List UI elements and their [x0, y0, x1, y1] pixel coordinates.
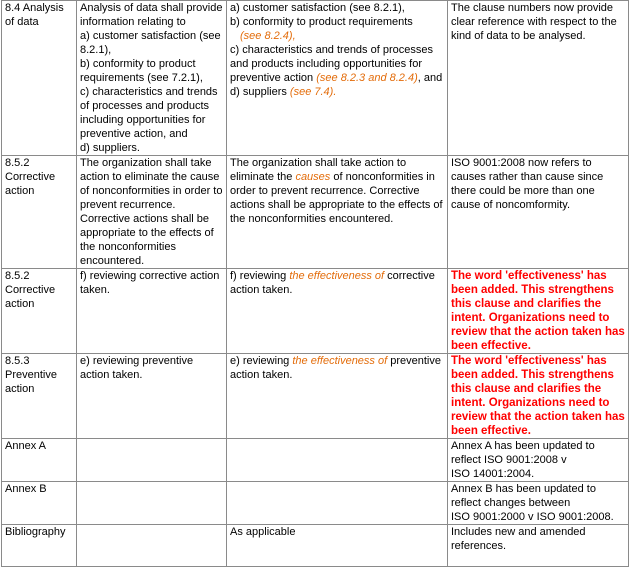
iso2008-text-cell: The organization shall take action to eliminate the causes of nonconformities in order to prevent recurrence. Corrective actions shall be appropriate to the effects of the nonconformities encountered. — [227, 156, 448, 269]
iso2008-text-cell — [227, 439, 448, 482]
iso2008-text-cell: a) customer satisfaction (see 8.2.1), b) conformity to product requirements (see 8.2.4), c) characteristics and trends of processes and products including opportunities for preventive action (see 8.2.3 and 8.2.4), and d) suppliers (see 7.4). — [227, 1, 448, 156]
reference-highlight: (see 7.4). — [289, 86, 337, 98]
change-highlight: the effectiveness of — [292, 355, 388, 367]
iso2000-text-cell: e) reviewing preventive action taken. — [77, 354, 227, 439]
comparison-table — [1, 0, 629, 567]
iso2008-text-cell — [227, 482, 448, 525]
iso2000-text-cell: f) reviewing corrective action taken. — [77, 269, 227, 354]
comment-cell: Includes new and amended references. — [448, 525, 629, 567]
iso2000-text-cell — [77, 482, 227, 525]
iso2000-text-cell — [77, 525, 227, 567]
iso2008-text-cell: f) reviewing the effectiveness of corrective action taken. — [227, 269, 448, 354]
iso2000-text-cell: Analysis of data shall provide information relating to a) customer satisfaction (see 8.2.1), b) conformity to product requirements (see 7.2.1), c) characteristics and trends of processes and products including opportunities for preventive action, and d) suppliers. — [77, 1, 227, 156]
table-row — [2, 156, 629, 269]
table-row — [2, 269, 629, 354]
comment-cell: The word 'effectiveness' has been added. This strengthens this clause and clarifies the intent. Organizations need to review that the action taken has been effective. — [448, 269, 629, 354]
clause-cell: Annex A — [2, 439, 77, 482]
change-highlight: the effectiveness of — [289, 270, 385, 282]
reference-highlight: (see 8.2.4), — [240, 30, 296, 42]
clause-cell: Bibliography — [2, 525, 77, 567]
comment-cell: The word 'effectiveness' has been added. This strengthens this clause and clarifies the intent. Organizations need to review that the action taken has been effective. — [448, 354, 629, 439]
table-row — [2, 1, 629, 156]
table-row — [2, 354, 629, 439]
change-highlight: causes — [295, 171, 331, 183]
clause-cell: 8.5.2 Corrective action — [2, 269, 77, 354]
comment-cell: The clause numbers now provide clear reference with respect to the kind of data to be analysed. — [448, 1, 629, 156]
iso2000-text-cell: The organization shall take action to eliminate the cause of nonconformities in order to prevent recurrence. Corrective actions shall be appropriate to the effects of the nonconformities encountered. — [77, 156, 227, 269]
iso2000-text-cell — [77, 439, 227, 482]
table-row — [2, 439, 629, 482]
table-row — [2, 482, 629, 525]
iso2008-text-cell: As applicable — [227, 525, 448, 567]
reference-highlight: (see 8.2.3 and 8.2.4) — [316, 72, 418, 84]
clause-cell: 8.5.3 Preventive action — [2, 354, 77, 439]
comment-cell: Annex B has been updated to reflect changes between ISO 9001:2000 v ISO 9001:2008. — [448, 482, 629, 525]
table-row — [2, 525, 629, 567]
clause-cell: 8.4 Analysis of data — [2, 1, 77, 156]
iso2008-text-cell: e) reviewing the effectiveness of preventive action taken. — [227, 354, 448, 439]
comment-cell: Annex A has been updated to reflect ISO 9001:2008 v ISO 14001:2004. — [448, 439, 629, 482]
clause-cell: Annex B — [2, 482, 77, 525]
comment-cell: ISO 9001:2008 now refers to causes rather than cause since there could be more than one cause of noncomformity. — [448, 156, 629, 269]
clause-cell: 8.5.2 Corrective action — [2, 156, 77, 269]
